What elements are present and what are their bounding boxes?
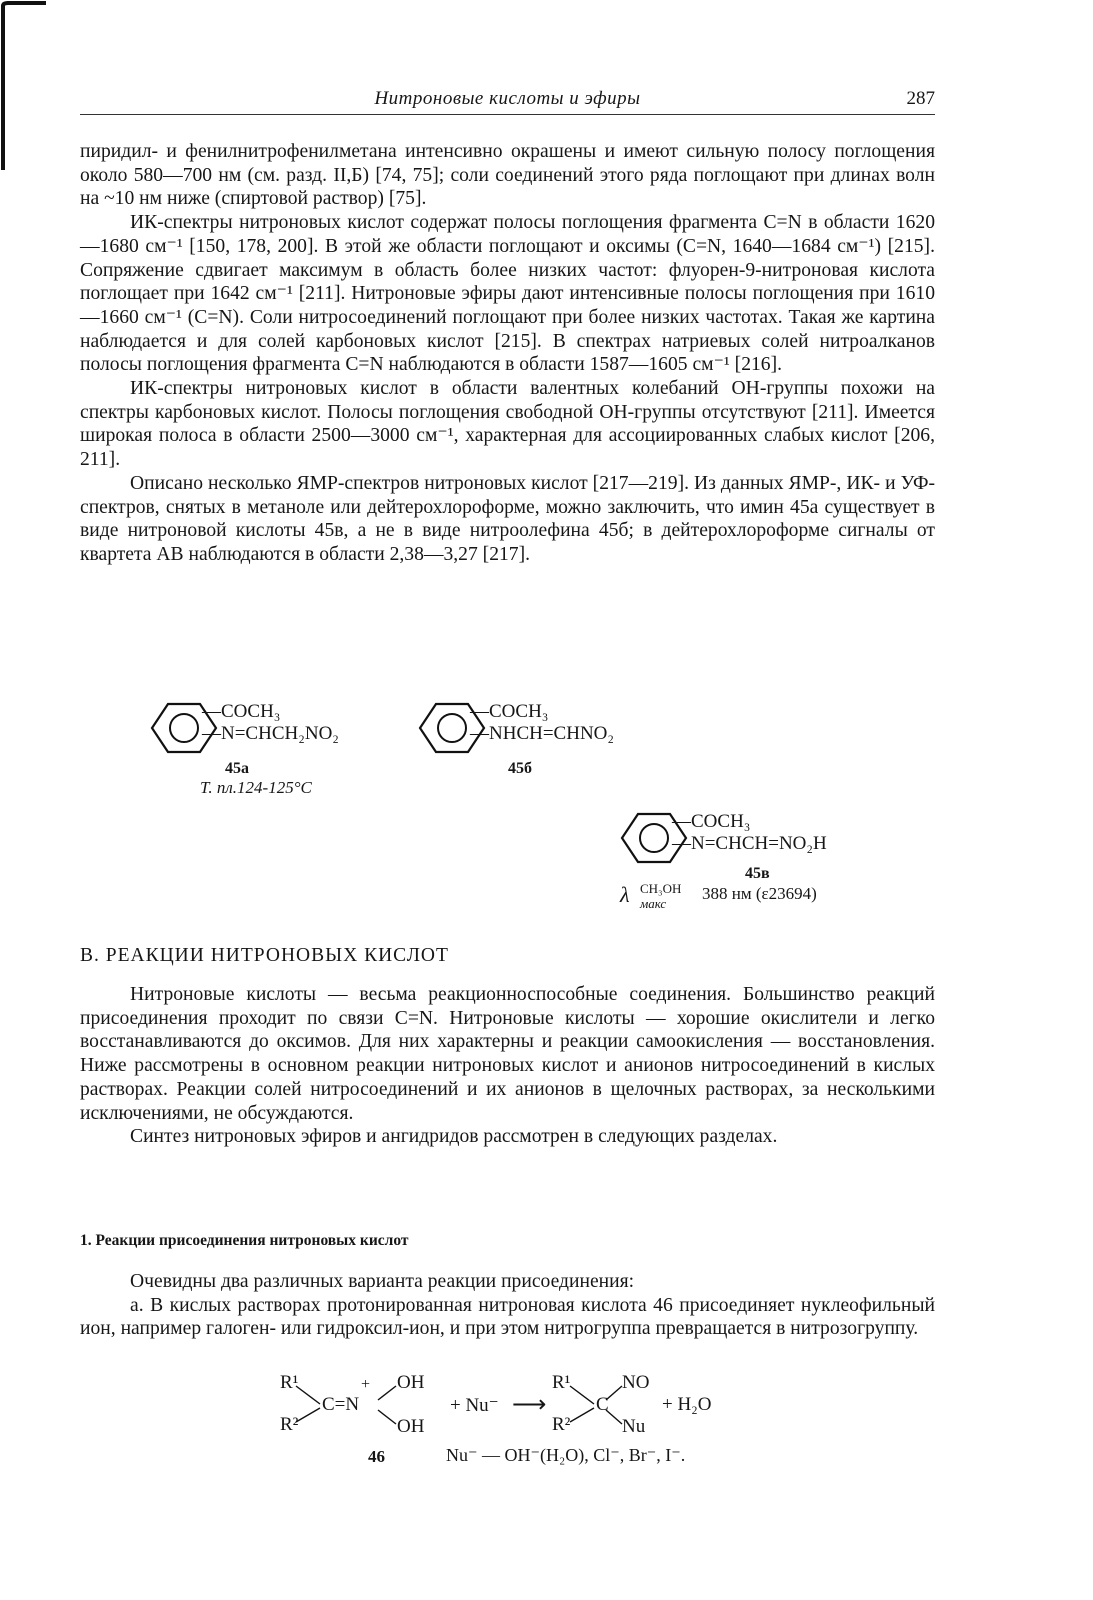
text-block-top bbox=[80, 140, 935, 567]
paragraph-6: Синтез нитроновых эфиров и ангидридов рассмотрен в следующих разделах. bbox=[130, 1126, 778, 1148]
lambda-solvent: CH₃OH bbox=[640, 881, 682, 896]
text-block-middle bbox=[80, 983, 935, 1149]
paragraph-8: а. В кислых растворах протонированная нитроновая кислота 46 присоединяет нуклеофильный ион, например галоген- или гидроксил-ион, и при этом нитрогруппа превращается в нитрозогруппу. bbox=[80, 1294, 935, 1340]
reaction-scheme bbox=[270, 1372, 790, 1502]
compound-label: 45а bbox=[225, 760, 249, 777]
product-nucleophile: Nu bbox=[622, 1416, 646, 1437]
compound-label-46: 46 bbox=[368, 1447, 385, 1466]
substituent-bottom: —N=CHCH₂NO₂ bbox=[202, 723, 339, 744]
text-block-bottom bbox=[80, 1270, 935, 1341]
nucleophile-list: Nu⁻ — OH⁻(H₂O), Cl⁻, Br⁻, I⁻. bbox=[446, 1445, 686, 1465]
substituent-top: —COCH₃ bbox=[470, 701, 549, 722]
structure-45a bbox=[150, 698, 410, 803]
substituent-top: —COCH₃ bbox=[202, 701, 281, 722]
product-r1-label: R¹ bbox=[552, 1372, 571, 1393]
r1-label: R¹ bbox=[280, 1372, 299, 1393]
compound-label: 45в bbox=[745, 865, 770, 882]
running-head bbox=[80, 88, 935, 115]
paragraph-7: Очевидны два различных варианта реакции присоединения: bbox=[130, 1271, 635, 1292]
positive-charge: + bbox=[361, 1376, 371, 1393]
running-title: Нитроновые кислоты и эфиры bbox=[374, 88, 641, 109]
hydroxyl-top: OH bbox=[397, 1372, 425, 1393]
scan-corner-mark bbox=[0, 0, 46, 170]
substituent-top: —COCH₃ bbox=[672, 811, 751, 832]
paragraph-5: Нитроновые кислоты — весьма реакционноспособные соединения. Большинство реакций присоединения проходит по связи C=N. Нитроновые кислоты — хорошие окислители и легко восстанавливаются до оксимов. Для них характерны и реакции самоокисления — восстановления. Ниже рассмотрены в основном реакции нитроновых кислот и анионов нитросоединений в кислых растворах. Реакции солей нитросоединений и их анионов в щелочных растворах, за несколькими исключениями, не обсуждаются. bbox=[80, 984, 935, 1124]
paragraph-4: Описано несколько ЯМР-спектров нитроновых кислот [217—219]. Из данных ЯМР-, ИК- и УФ-спектров, снятых в метаноле или дейтерохлороформе, можно заключить, что имин 45а существует в виде нитроновой кислоты 45в, а не в виде нитроолефина 45б; в дейтерохлороформе сигналы от квартета AB наблюдаются в области 2,38—3,27 [217]. bbox=[80, 472, 935, 565]
structure-45c bbox=[620, 808, 920, 918]
product-carbon: C bbox=[596, 1394, 609, 1415]
plus-water: + H₂O bbox=[662, 1394, 712, 1415]
plus-nucleophile: + Nu⁻ bbox=[450, 1395, 499, 1416]
reaction-arrow: ⟶ bbox=[512, 1392, 547, 1418]
section-heading: В. РЕАКЦИИ НИТРОНОВЫХ КИСЛОТ bbox=[80, 945, 449, 966]
product-r2-label: R² bbox=[552, 1414, 571, 1435]
paragraph-1: пиридил- и фенилнитрофенилметана интенсивно окрашены и имеют сильную полосу поглощения около 580—700 нм (см. разд. II,Б) [74, 75]; соли соединений этого ряда поглощают при длинах волн на ~10 нм ниже (спиртовой раствор) [75]. bbox=[80, 141, 935, 210]
paragraph-2: ИК-спектры нитроновых кислот содержат полосы поглощения фрагмента C=N в области 1620—1680 см⁻¹ [150, 178, 200]. В этой же области поглощают и оксимы (C=N, 1640—1684 см⁻¹) [215]. Сопряжение сдвигает максимум в область более низких частот: флуорен-9-нитроновая кислота поглощает при 1642 см⁻¹ [211]. Нитроновые эфиры дают интенсивные полосы поглощения при 1610—1660 см⁻¹ (C=N). Соли нитросоединений поглощают при более низких частотах. Такая же картина наблюдается и для солей карбоновых кислот [215]. В спектрах натриевых солей нитроалканов полосы поглощения фрагмента C=N наблюдаются в области 1587—1605 см⁻¹ [216]. bbox=[80, 212, 935, 376]
c-n-double-bond: C=N bbox=[322, 1394, 360, 1415]
paragraph-3: ИК-спектры нитроновых кислот в области валентных колебаний OH-группы похожи на спектры карбоновых кислот. Полосы поглощения свободной OH-группы отсутствуют [211]. Имеется широкая полоса в области 2500—3000 см⁻¹, характерная для ассоциированных слабых кислот [206, 211]. bbox=[80, 378, 935, 471]
subsection-heading: 1. Реакции присоединения нитроновых кислот bbox=[80, 1232, 409, 1249]
page-number: 287 bbox=[906, 88, 935, 109]
r2-label: R² bbox=[280, 1414, 299, 1435]
substituent-bottom: —N=CHCH=NO₂H bbox=[672, 833, 827, 854]
structure-45b bbox=[418, 698, 668, 788]
compound-label: 45б bbox=[508, 760, 532, 777]
lambda-max: макс bbox=[640, 896, 667, 911]
nitroso-group: NO bbox=[622, 1372, 650, 1393]
melting-point: Т. пл.124-125°C bbox=[200, 778, 312, 797]
uv-absorption: 388 нм (ε23694) bbox=[702, 884, 817, 903]
hydroxyl-bottom: OH bbox=[397, 1416, 425, 1437]
substituent-bottom: —NHCH=CHNO₂ bbox=[470, 723, 615, 744]
lambda-symbol: λ bbox=[620, 882, 630, 907]
